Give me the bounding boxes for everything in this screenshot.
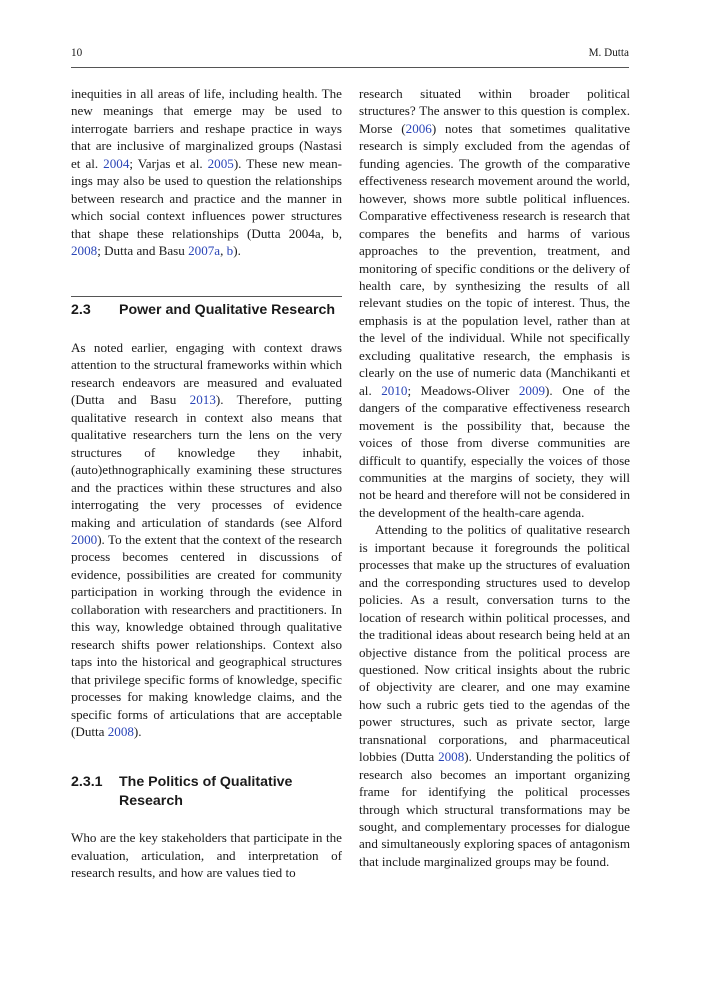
section-heading-2-3-1	[71, 773, 342, 810]
body-text: ,	[220, 243, 227, 259]
body-text: ). These new meanings may also be used to question the relationships between research and practice and the manner in which social context influences power structures that shape these relationships (Dutta 2004a, b,	[71, 155, 342, 241]
section-rule	[71, 296, 342, 297]
right-column	[359, 85, 630, 870]
body-text: ). To the extent that the context of the research process becomes centered in discussions of evidence, possibilities are created for community participation in working through the evidence in collaboration with researchers and practitioners. In this way, knowledge obtained through qualitative research shifts power relationships. Context also taps into the historical and geographical structures that privilege specific forms of knowledge, specific processes for making knowledge claims, and the specific forms of articulations that are acceptable (Dutta	[71, 532, 342, 739]
paragraph	[359, 85, 630, 521]
body-text: As noted earlier, engaging with context draws attention to the structural frameworks within which research endeavors are measured and evaluated (Dutta and Basu	[71, 340, 342, 408]
section-title: The Politics of Qualitative Research	[119, 774, 293, 809]
body-text: ; Meadows-Oliver	[407, 382, 519, 398]
running-header	[71, 47, 629, 68]
body-text: inequities in all areas of life, including health. The new meanings that emerge may be used to interrogate barriers and reshape practice in ways that are inclusive of marginalized groups (Nastasi et al.	[71, 86, 342, 171]
citation-link[interactable]: 2000	[71, 532, 98, 548]
citation-link[interactable]: 2004	[103, 155, 130, 171]
section-title: Power and Qualitative Research	[119, 301, 336, 318]
body-text: ).	[233, 243, 241, 259]
body-text: ; Varjas et al.	[129, 155, 208, 171]
section-heading-2-3	[71, 301, 342, 320]
section-number: 2.3	[71, 301, 91, 318]
page-number: 10	[71, 47, 83, 59]
citation-link[interactable]: b	[226, 243, 234, 259]
citation-link[interactable]: 2005	[207, 155, 234, 171]
paragraph	[71, 829, 342, 881]
section-number: 2.3.1	[71, 774, 103, 791]
paragraph	[71, 85, 342, 260]
body-text: Who are the key stakeholders that participate in the evaluation, articulation, and interpretation of research results, and how are values tied to	[71, 830, 342, 881]
body-text: ; Dutta and Basu	[97, 243, 189, 259]
citation-link[interactable]: 2008	[71, 243, 98, 259]
body-text: research situated within broader political structures? The answer to this question is complex. Morse (	[359, 86, 630, 136]
body-text: ).	[133, 724, 142, 739]
citation-link[interactable]: 2009	[518, 382, 546, 398]
paragraph	[359, 521, 630, 870]
citation-link[interactable]: 2013	[189, 392, 216, 408]
paragraph	[71, 339, 342, 740]
left-column	[71, 85, 342, 882]
citation-link[interactable]: 2007a	[188, 243, 221, 259]
running-author: M. Dutta	[588, 47, 629, 59]
citation-link[interactable]: 2008	[107, 724, 134, 739]
citation-link[interactable]: 2006	[405, 120, 432, 136]
citation-link[interactable]: 2010	[381, 382, 408, 398]
citation-link[interactable]: 2008	[438, 749, 465, 765]
body-text: ). Therefore, putting qualitative research in context also means that qualitative researchers turn the lens on the very structures of knowledge they inhabit, (auto)ethnographically examining these structures and the practices within these structures and also interrogating the very processes of evidence making and articulation of standards (see Alford	[71, 392, 342, 530]
body-text: ). Understanding the politics of research also becomes an important organizing frame for identifying the political processes through which structural transformations may be sought, and complementary processes for dialogue and simultaneously exploring spaces of antagonism that include marginalized groups may be found.	[359, 749, 630, 869]
body-text: Attending to the politics of qualitative research is important because it foregrounds the political processes that make up the structures of evaluation and the corresponding structures used to develop policies. As a result, conversation turns to the location of research within political processes, and the traditional ideas about research being held at an objective distance from the political process are questioned. Now critical insights about the rubric of objectivity are clearer, and one may examine how such a rubric gets tied to the agendas of the power structures, such as private sector, large transnational corporations, and pharmaceutical lobbies (Dutta	[359, 522, 630, 765]
body-text: ) notes that sometimes qualitative research is simply excluded from the agendas of funding agencies. The growth of the comparative effectiveness research movement around the world, however, shows more subtle political influences. Comparative effectiveness research is research that compares the benefits and harms of various approaches to the prevention, treatment, and monitoring of specific conditions or the delivery of health care, by synthesizing the results of all relevant studies on the topic of interest. Thus, the emphasis is at the population level, rather than at the level of the individual. While not specifically excluding qualitative research, the emphasis is clearly on the use of numeric data (Manchikanti et al.	[359, 120, 631, 398]
body-text: ). One of the dangers of the comparative effectiveness research movement is the possibility that, because the voices of those from diverse communities are difficult to quantify, especially the voices of those communities at the margins of society, they will not be heard and therefore will not be considered in the development of the health-care agenda.	[359, 382, 630, 520]
